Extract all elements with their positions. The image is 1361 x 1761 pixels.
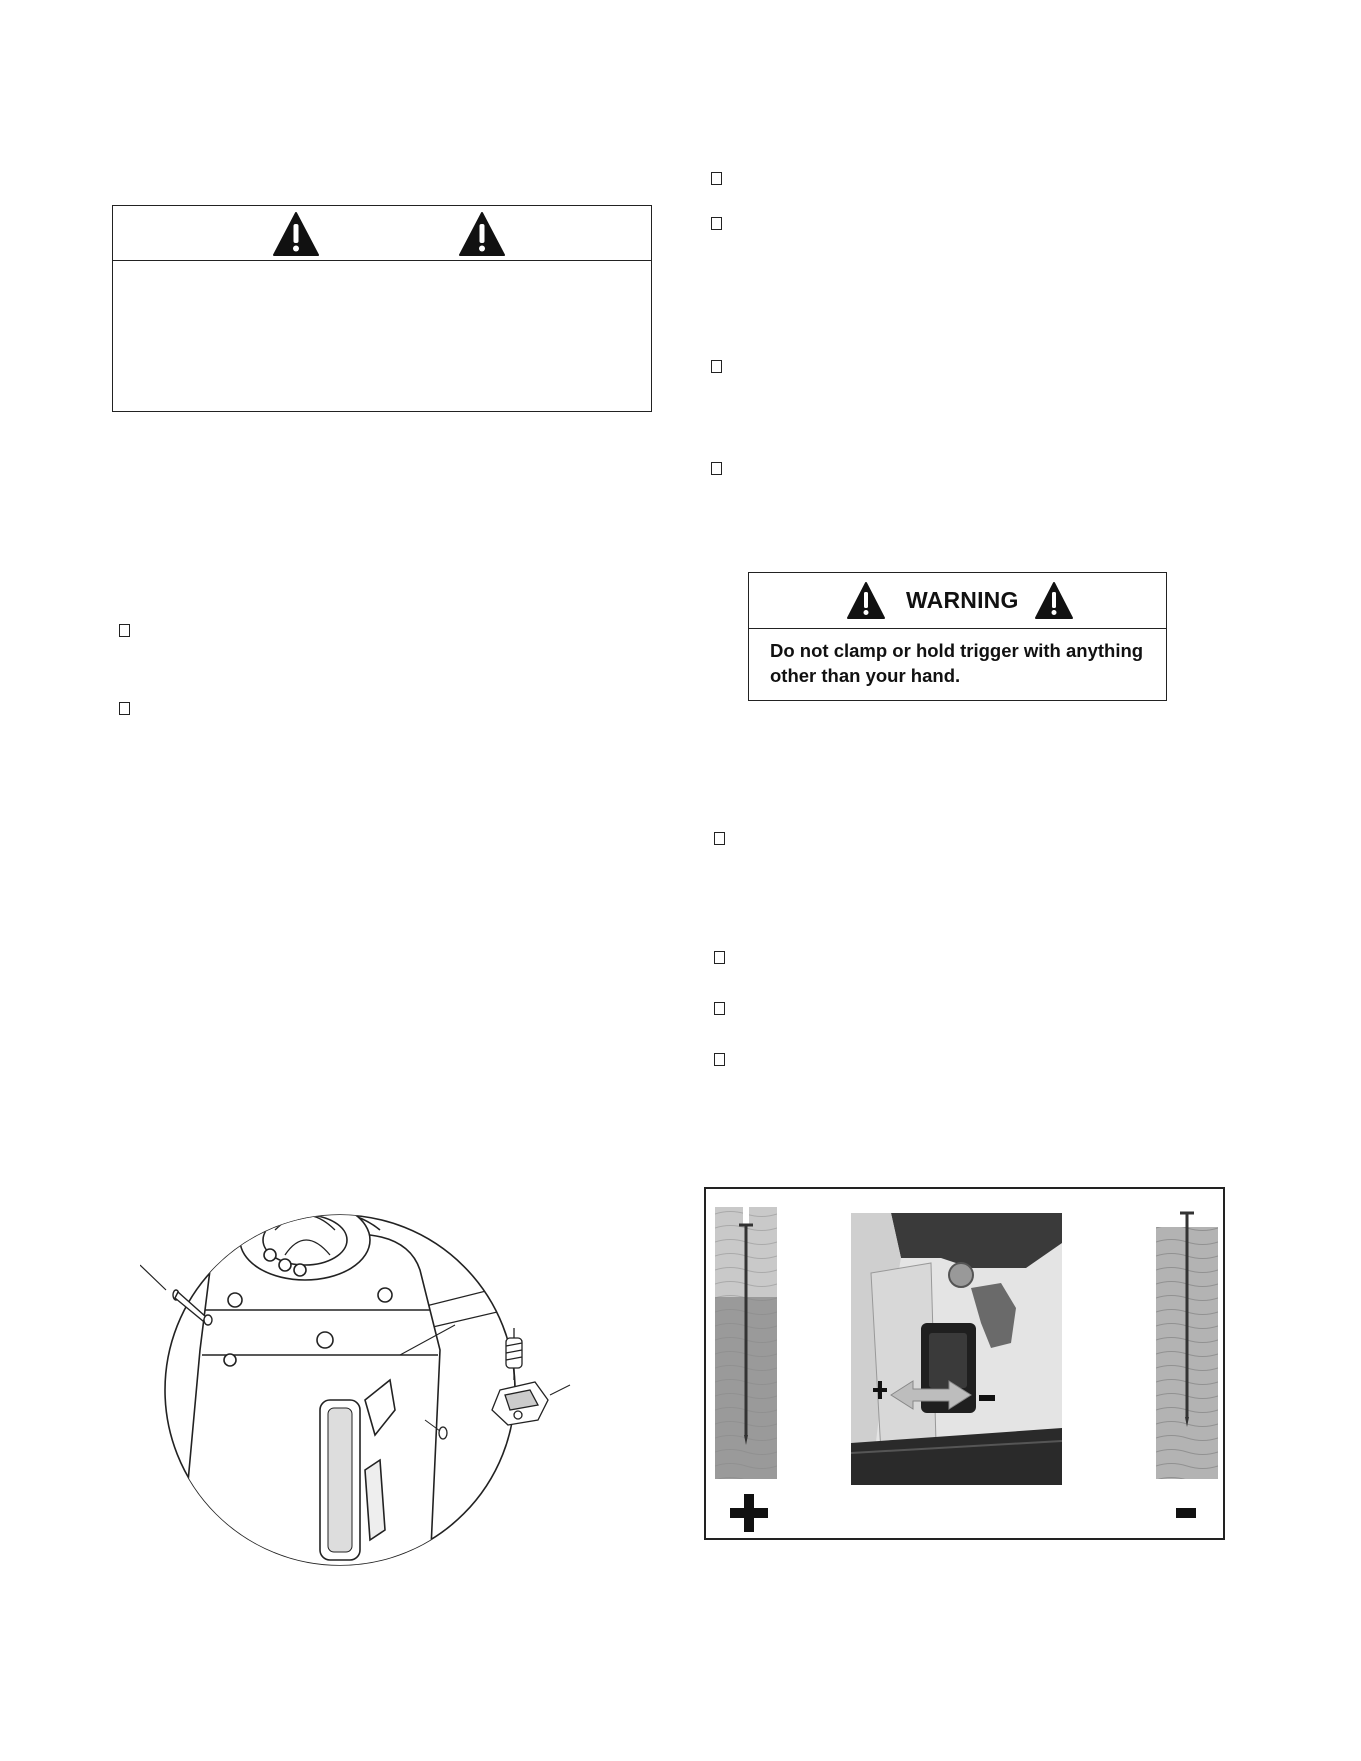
exploded-view-illustration [140, 1210, 590, 1570]
checkbox-bullet-icon [714, 951, 725, 964]
warning-box-right-line1: Do not clamp or hold trigger with anything [770, 640, 1144, 661]
checkbox-bullet-icon [711, 217, 722, 230]
warning-triangle-icon [272, 211, 320, 257]
checkbox-bullet-icon [119, 702, 130, 715]
checkbox-bullet-icon [714, 832, 725, 845]
warning-box-divider [113, 260, 651, 261]
checkbox-bullet-icon [711, 462, 722, 475]
warning-box-left [112, 205, 652, 412]
warning-box-right-line2: other than your hand. [770, 665, 961, 686]
warning-triangle-icon [846, 581, 886, 620]
warning-triangle-icon [1034, 581, 1074, 620]
warning-triangle-icon [458, 211, 506, 257]
checkbox-bullet-icon [711, 360, 722, 373]
checkbox-bullet-icon [714, 1053, 725, 1066]
depth-adjust-figure [704, 1187, 1225, 1540]
checkbox-bullet-icon [714, 1002, 725, 1015]
checkbox-bullet-icon [711, 172, 722, 185]
checkbox-bullet-icon [119, 624, 130, 637]
warning-box-right-title: WARNING [906, 587, 1019, 613]
nail-shallow-panel [1156, 1207, 1218, 1479]
plus-icon [728, 1492, 770, 1534]
minus-icon [1175, 1507, 1197, 1519]
depth-adjust-photo [851, 1213, 1062, 1485]
warning-box-right [748, 572, 1167, 701]
nail-deep-panel [715, 1207, 777, 1479]
warning-box-divider [749, 628, 1166, 629]
